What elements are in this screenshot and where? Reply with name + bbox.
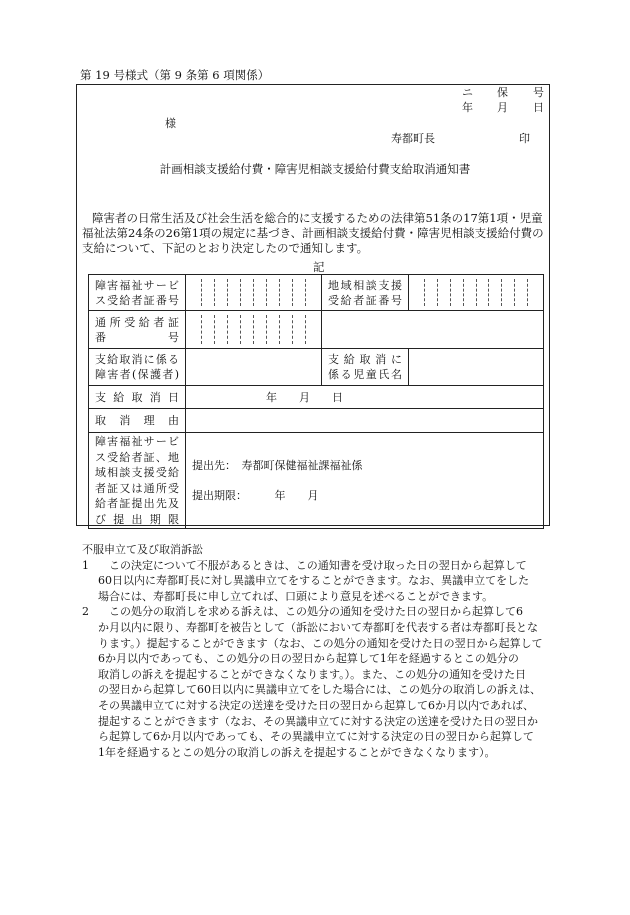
blank-cell xyxy=(322,311,544,349)
table-row xyxy=(89,409,544,433)
disabled-person-field[interactable] xyxy=(186,349,322,386)
table-row xyxy=(89,433,544,529)
doc-number-prefix: ニ xyxy=(462,86,473,99)
doc-number-office: 保 xyxy=(497,86,508,99)
seal-mark: 印 xyxy=(519,132,530,145)
digit-boxes xyxy=(189,279,318,306)
child-name-field[interactable] xyxy=(409,349,544,386)
table-row xyxy=(89,275,544,311)
day-service-cert-number-field[interactable] xyxy=(186,311,322,349)
disabled-person-label: 支給取消に係る 障害者(保護者) xyxy=(89,349,186,386)
ki-marker: 記 xyxy=(313,260,325,274)
service-cert-label: 障害福祉サービ ス受給者証番号 xyxy=(89,275,186,311)
details-table xyxy=(88,274,544,529)
appeal-notes xyxy=(82,542,552,760)
community-support-cert-label: 地域相談支援 受給者証番号 xyxy=(322,275,409,311)
table-row xyxy=(89,349,544,386)
note-item: 1 この決定について不服があるときは、この通知書を受け取った日の翌日から起算して 60日以内に寿都町長に対し異議申立てをすることができます。なお、異議申立てをした 場合には、寿都町長に申し立てれば、口頭により意見を述べることができます。 xyxy=(82,558,530,603)
submit-deadline: 提出期限： 年 月 xyxy=(192,489,319,502)
cancel-reason-label: 取消理由 xyxy=(89,409,186,433)
intro-line-1: 障害者の日常生活及び社会生活を総合的に支援するための法律第51条の17第1項・児童 xyxy=(92,211,543,225)
date-day: 日 xyxy=(533,101,544,114)
service-cert-number-field[interactable] xyxy=(186,275,322,311)
digit-boxes xyxy=(412,279,540,306)
document-title: 計画相談支援給付費・障害児相談支援給付費支給取消通知書 xyxy=(159,162,471,176)
note-number: 1 xyxy=(82,558,89,572)
community-support-cert-number-field[interactable] xyxy=(409,275,544,311)
cancel-reason-field[interactable] xyxy=(186,409,544,433)
cancel-date-label: 支給取消日 xyxy=(89,386,186,409)
form-label: 第 19 号様式（第 9 条第 6 項関係） xyxy=(80,68,270,82)
doc-number-suffix: 号 xyxy=(533,86,544,99)
submission-field[interactable] xyxy=(186,433,544,529)
submit-to: 提出先： 寿都町保健福祉課福祉係 xyxy=(192,459,363,472)
issuer-name: 寿都町長 xyxy=(391,132,435,145)
table-row xyxy=(89,386,544,409)
addressee-suffix: 様 xyxy=(165,117,176,130)
notes-heading: 不服申立て及び取消訴訟 xyxy=(82,543,203,556)
note-item: 2 この処分の取消しを求める訴えは、この処分の通知を受けた日の翌日から起算して6 か月以内に限り、寿都町を被告として（訴訟において寿都町を代表する者は寿都町長とな ります。）提起することができます（なお、この処分の通知を受けた日の翌日から起算して 6か月以内であっても、この処分の日の翌日から起算して1年を経過するとこの処分の 取消しの訴えを提起することができなくなります。）。また、この処分の通知を受けた日 の翌日から起算して60日以内に異議申立てをした場合には、この処分の取消しの訴えは、 その異議申立てに対する決定の送達を受けた日の翌日から起算して6か月以内であれば、 提起することができます（なお、その異議申立てに対する決定の送達を受けた日の翌日か ら起算して6か月以内であっても、その異議申立てに対する決定の日の翌日から起算して 1年を経過するとこの処分の取消しの訴えを提起することができなくなります）。 xyxy=(82,605,543,759)
date-month: 月 xyxy=(497,101,508,114)
table-row xyxy=(89,311,544,349)
submission-label: 障害福祉サービ ス受給者証、地 域相談支援受給 者証又は通所受 給者証提出先及 び提出期限 xyxy=(89,433,186,529)
day-service-cert-label: 通所受給者証 番 号 xyxy=(89,311,186,349)
date-year: 年 xyxy=(462,101,473,114)
cancel-date-field[interactable]: 年 月 日 xyxy=(186,386,544,409)
digit-boxes xyxy=(189,315,318,344)
intro-line-3: 支給について、下記のとおり決定したので通知します。 xyxy=(82,241,369,255)
child-name-label: 支給取消に 係る児童氏名 xyxy=(322,349,409,386)
intro-line-2: 福祉法第24条の26第1項の規定に基づき、計画相談支援給付費・障害児相談支援給付費の xyxy=(82,226,544,240)
note-number: 2 xyxy=(82,605,89,619)
